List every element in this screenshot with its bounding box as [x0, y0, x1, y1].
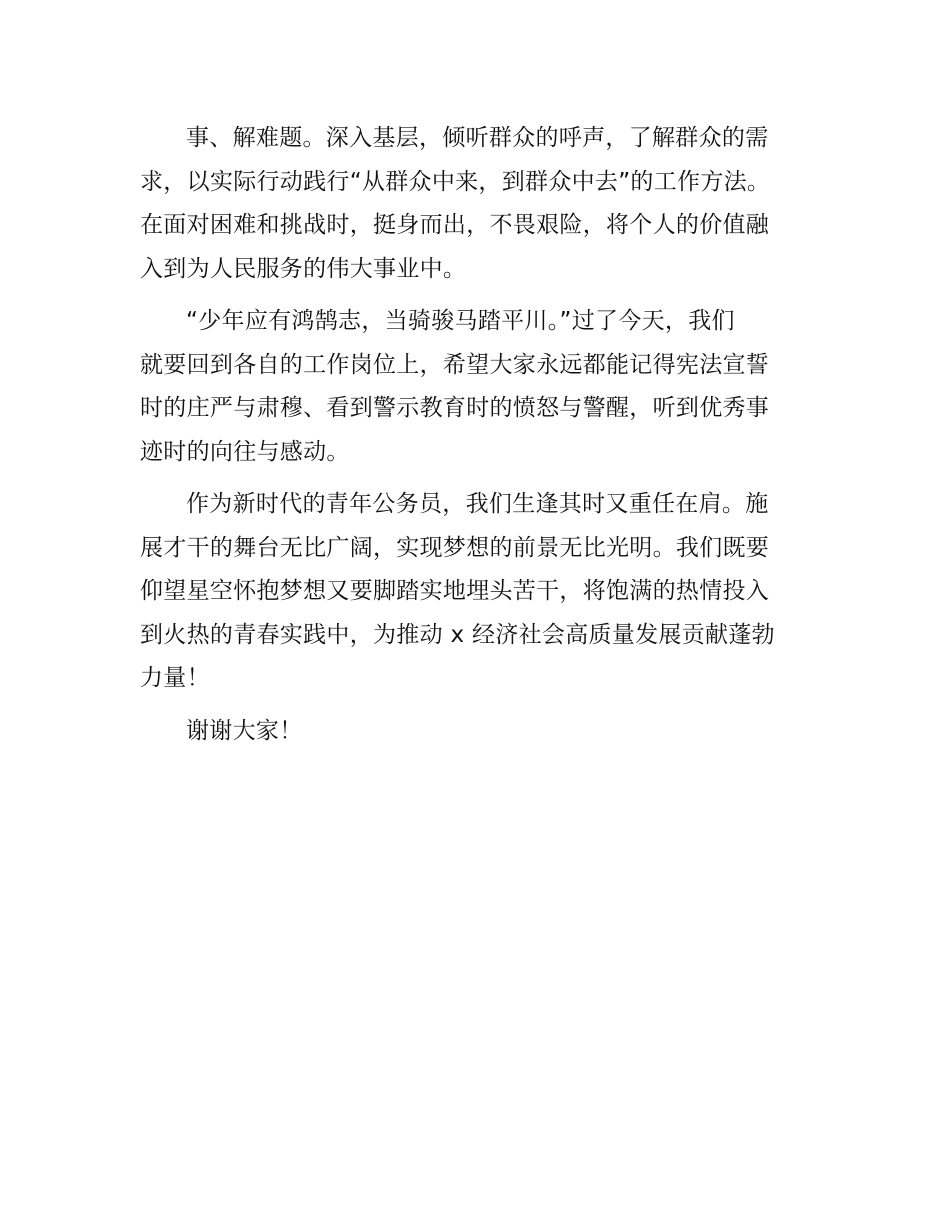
document-body	[140, 117, 812, 762]
paragraph-3	[140, 483, 812, 701]
paragraph-2	[140, 300, 812, 474]
paragraph-line: 力量！	[140, 665, 210, 691]
paragraph-line: 展才干的舞台无比广阔，实现梦想的前景无比光明。我们既要	[140, 534, 770, 561]
paragraph-line: “少年应有鸿鹄志，当骑骏马踏平川。”过了今天，我们	[186, 308, 735, 334]
paragraph-line: 求，以实际行动践行“从群众中来，到群众中去”的工作方法。	[140, 168, 771, 195]
paragraph-1	[140, 117, 812, 291]
paragraph-line: 到火热的青春实践中，为推动 x 经济社会高质量发展贡献蓬勃	[140, 621, 775, 648]
paragraph-4	[140, 710, 812, 754]
paragraph-line: 就要回到各自的工作岗位上，希望大家永远都能记得宪法宣誓	[140, 351, 770, 378]
paragraph-line: 谢谢大家！	[186, 717, 303, 744]
paragraph-line: 在面对困难和挑战时，挺身而出，不畏艰险，将个人的价值融	[140, 212, 770, 238]
paragraph-line: 入到为人民服务的伟大事业中。	[140, 255, 467, 282]
paragraph-line: 迹时的向往与感动。	[140, 438, 350, 465]
paragraph-line: 事、解难题。深入基层，倾听群众的呼声，了解群众的需	[186, 125, 769, 151]
paragraph-line: 时的庄严与肃穆、看到警示教育时的愤怒与警醒，听到优秀事	[140, 395, 770, 421]
paragraph-line: 作为新时代的青年公务员，我们生逢其时又重任在肩。施	[186, 491, 769, 517]
paragraph-line: 仰望星空怀抱梦想又要脚踏实地埋头苦干，将饱满的热情投入	[140, 578, 770, 604]
